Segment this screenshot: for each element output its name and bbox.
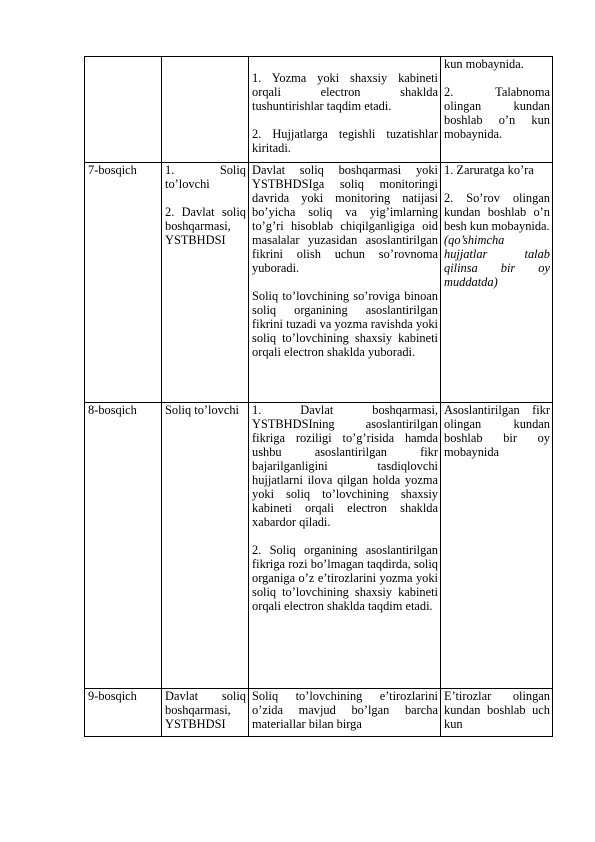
action-cell (249, 689, 441, 737)
step-cell: 9-bosqich (85, 689, 162, 737)
deadline-cell (441, 57, 553, 163)
actor-cell (162, 689, 249, 737)
action-cell (249, 57, 441, 163)
action-cell (249, 163, 441, 403)
action-text: Soliq to’lovchining e’tirozlarini o’zida mavjud bo’lgan barcha materiallar bilan birga (252, 689, 438, 731)
actor-text: Soliq to’lovchi (165, 403, 239, 417)
actor-text: Davlat soliq boshqarmasi, YSTBHDSI (165, 689, 246, 731)
deadline-text: E’tirozlar olingan kundan boshlab uch kun (444, 689, 550, 731)
action-text: Davlat soliq boshqarmasi yoki YSTBHDSIga soliq monitoringi davrida yoki monitoring natijasi bo’yicha soliq va yig’imlarning to’g’ri hisoblab chiqilganligiga oid masalalar yuzasidan asoslantirilgan fikrini olish uchun so’rovnoma yuboradi. (252, 163, 438, 275)
deadline-text: 2. Talabnoma olingan kundan boshlab o’n kun mobaynida. (444, 85, 550, 141)
actor-cell (162, 57, 249, 163)
table-row (85, 403, 553, 689)
deadline-text: 2. So’rov olingan kundan boshlab o’n besh kun mobaynida. (444, 191, 550, 233)
actor-cell (162, 163, 249, 403)
deadline-note: (qo’shimcha hujjatlar talab qilinsa bir oy muddatda) (444, 233, 550, 289)
table-row (85, 689, 553, 737)
table-row (85, 57, 553, 163)
deadline-cell (441, 403, 553, 689)
step-cell (85, 57, 162, 163)
actor-cell (162, 403, 249, 689)
table-row (85, 163, 553, 403)
step-cell: 7-bosqich (85, 163, 162, 403)
procedure-table (84, 56, 553, 737)
action-text: 1. Yozma yoki shaxsiy kabineti orqali electron shaklda tushuntirishlar taqdim etadi. (252, 71, 438, 113)
deadline-text: Asoslantirilgan fikr olingan kundan boshlab bir oy mobaynida (444, 403, 550, 459)
actor-text: 1. Soliq to’lovchi (165, 163, 246, 191)
deadline-text: 1. Zaruratga ko’ra (444, 163, 534, 177)
action-text: 2. Hujjatlarga tegishli tuzatishlar kiritadi. (252, 127, 438, 155)
action-text: 2. Soliq organining asoslantirilgan fikriga rozi bo’lmagan taqdirda, soliq organiga o’z e’tirozlarini yozma yoki soliq to’lovchining shaxsiy kabineti orqali electron shaklda taqdim etadi. (252, 543, 438, 613)
deadline-text: kun mobaynida. (444, 57, 524, 71)
actor-text: 2. Davlat soliq boshqarmasi, YSTBHDSI (165, 205, 246, 247)
deadline-cell (441, 689, 553, 737)
action-text: 1. Davlat boshqarmasi, YSTBHDSIning asoslantirilgan fikriga roziligi to’g’risida hamda ushbu asoslantirilgan fikr bajarilganligini tasdiqlovchi hujjatlarni ilova qilgan holda yozma yoki soliq to’lovchining shaxsiy kabineti orqali electron shaklda xabardor qiladi. (252, 403, 438, 529)
action-cell (249, 403, 441, 689)
deadline-cell (441, 163, 553, 403)
step-cell: 8-bosqich (85, 403, 162, 689)
action-text: Soliq to’lovchining so’roviga binoan soliq organining asoslantirilgan fikrini tuzadi va yozma ravishda yoki soliq to’lovchining shaxsiy kabineti orqali electron shaklda yuboradi. (252, 289, 438, 359)
